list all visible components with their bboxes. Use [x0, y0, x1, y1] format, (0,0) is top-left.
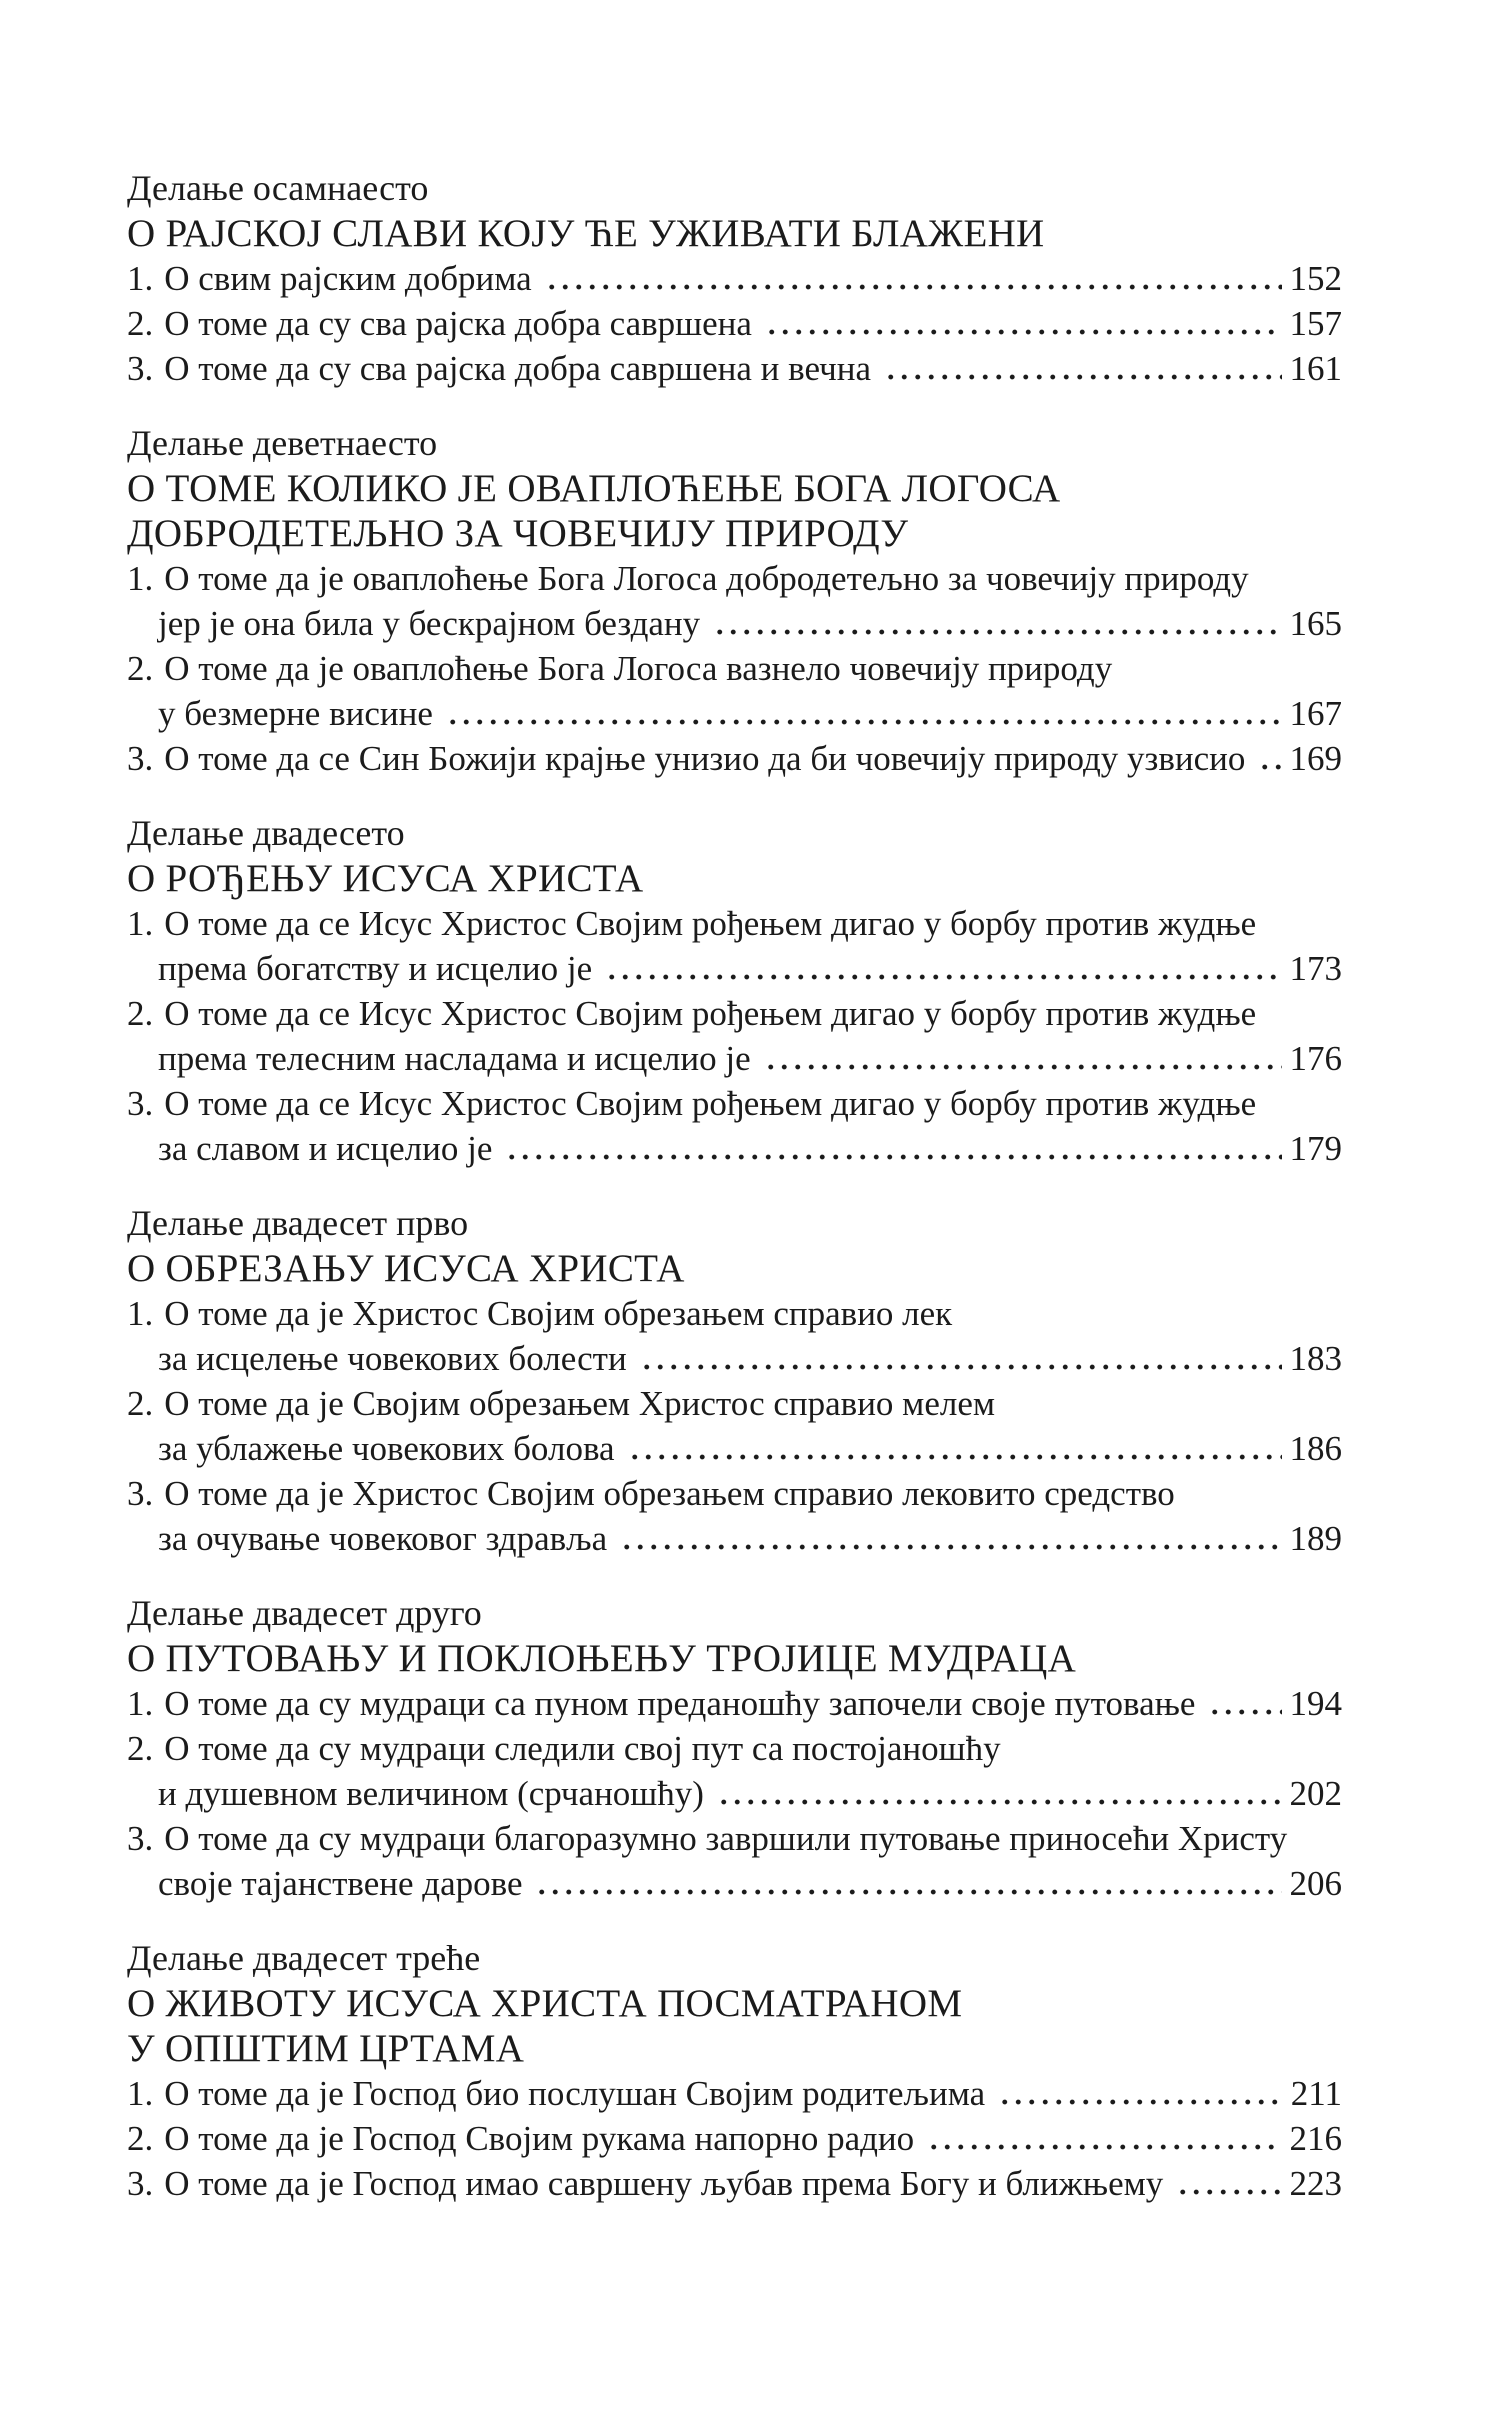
toc-item-text: О томе да је оваплоћење Бога Логоса вазнело човечију природу	[164, 649, 1113, 688]
page-number: 189	[1289, 1519, 1342, 1558]
toc-item-text: О томе да су мудраци благоразумно завршили путовање приносећи Христу	[164, 1819, 1288, 1858]
toc-item-line	[127, 1861, 1342, 1906]
toc-item-text: за ублажење човекових болова	[158, 1429, 615, 1468]
item-number: 3.	[127, 1084, 154, 1123]
toc-item-line	[127, 1771, 1342, 1816]
toc-item-line	[127, 736, 1342, 781]
toc-item-text: за очување човековог здравља	[158, 1519, 608, 1558]
toc-item-text: О томе да су сва рајска добра савршена и вечна	[164, 349, 871, 388]
toc-section	[127, 1201, 1342, 1561]
item-number: 1.	[127, 2074, 154, 2113]
dot-leader	[501, 1126, 1281, 1171]
dot-leader	[713, 1771, 1282, 1816]
section-label: Делање двадесет прво	[127, 1203, 469, 1243]
toc-item-line	[127, 346, 1342, 391]
toc-item-line	[127, 1336, 1342, 1381]
toc-item-text: О томе да су мудраци следили свој пут са постојаношћу	[164, 1729, 1001, 1768]
section-label: Делање двадесет друго	[127, 1593, 482, 1633]
toc-item-text: према телесним насладама и исцелио је	[158, 1039, 751, 1078]
item-number: 1.	[127, 259, 154, 298]
toc-item-text: своје тајанствене дарове	[158, 1864, 523, 1903]
toc-item-line	[127, 601, 1342, 646]
section-title-line: О РОЂЕЊУ ИСУСА ХРИСТА	[127, 857, 644, 900]
dot-leader	[880, 346, 1282, 391]
item-number: 1.	[127, 559, 154, 598]
toc-item-line	[127, 1516, 1342, 1561]
dot-leader	[709, 601, 1281, 646]
toc-item-line	[127, 2071, 1342, 2116]
toc-item-text: О томе да се Исус Христос Својим рођењем дигао у борбу против жудње	[164, 1084, 1257, 1123]
page-number: 152	[1289, 259, 1342, 298]
dot-leader	[994, 2071, 1283, 2116]
toc-item-line	[127, 556, 1342, 601]
item-number: 1.	[127, 1684, 154, 1723]
toc-item-line	[127, 646, 1342, 691]
toc-item-text: О томе да се Исус Христос Својим рођењем дигао у борбу против жудње	[164, 994, 1257, 1033]
page-number: 167	[1289, 694, 1342, 733]
item-number: 2.	[127, 1729, 154, 1768]
toc-item-text: О томе да се Син Божији крајње унизио да би човечију природу узвисио	[164, 739, 1246, 778]
item-number: 3.	[127, 2164, 154, 2203]
dot-leader	[636, 1336, 1282, 1381]
toc-section	[127, 1936, 1342, 2206]
toc-item-text: за исцелење човекових болести	[158, 1339, 627, 1378]
page-number: 157	[1289, 304, 1342, 343]
toc-item-text: О свим рајским добрима	[164, 259, 532, 298]
toc-item-line	[127, 1726, 1342, 1771]
toc-item-line	[127, 1681, 1342, 1726]
page-number: 169	[1289, 739, 1342, 778]
toc-item-line	[127, 1471, 1342, 1516]
toc-item-line	[127, 1816, 1342, 1861]
section-label: Делање двадесет треће	[127, 1938, 481, 1978]
dot-leader	[923, 2116, 1281, 2161]
item-number: 2.	[127, 2119, 154, 2158]
toc-item-line	[127, 301, 1342, 346]
toc-section	[127, 421, 1342, 781]
item-number: 2.	[127, 994, 154, 1033]
page-number: 186	[1289, 1429, 1342, 1468]
section-title-line: О ПУТОВАЊУ И ПОКЛОЊЕЊУ ТРОЈИЦЕ МУДРАЦА	[127, 1637, 1077, 1680]
toc-section	[127, 811, 1342, 1171]
dot-leader	[760, 1036, 1282, 1081]
toc-item-line	[127, 1036, 1342, 1081]
dot-leader	[616, 1516, 1281, 1561]
section-label: Делање деветнаесто	[127, 423, 438, 463]
toc-section	[127, 166, 1342, 391]
toc-item-line	[127, 1426, 1342, 1471]
dot-leader	[531, 1861, 1281, 1906]
toc-item-text: О томе да је Христос Својим обрезањем справио лековито средство	[164, 1474, 1175, 1513]
item-number: 2.	[127, 304, 154, 343]
dot-leader	[1204, 1681, 1281, 1726]
dot-leader	[1172, 2161, 1281, 2206]
toc-item-line	[127, 991, 1342, 1036]
page-number: 223	[1289, 2164, 1342, 2203]
toc-item-text: и душевном величином (срчаношћу)	[158, 1774, 704, 1813]
toc-item-text: О томе да су мудраци са пуном преданошћу започели своје путовање	[164, 1684, 1196, 1723]
page-number: 173	[1289, 949, 1342, 988]
toc-item-line	[127, 1291, 1342, 1336]
dot-leader	[541, 256, 1282, 301]
item-number: 2.	[127, 1384, 154, 1423]
toc-item-text: за славом и исцелио је	[158, 1129, 493, 1168]
toc-item-line	[127, 2116, 1342, 2161]
toc-item-text: према богатству и исцелио је	[158, 949, 593, 988]
toc-item-text: О томе да је Господ био послушан Својим родитељима	[164, 2074, 986, 2113]
page-number: 216	[1289, 2119, 1342, 2158]
toc-item-text: јер је она била у бескрајном бездану	[158, 604, 701, 643]
toc-item-text: О томе да је Господ имао савршену љубав према Богу и ближњему	[164, 2164, 1164, 2203]
dot-leader	[1254, 736, 1281, 781]
toc-item-line	[127, 256, 1342, 301]
toc-item-line	[127, 1126, 1342, 1171]
toc-item-text: О томе да је оваплоћење Бога Логоса добродетељно за човечију природу	[164, 559, 1249, 598]
toc-item-line	[127, 946, 1342, 991]
page-number: 194	[1289, 1684, 1342, 1723]
item-number: 1.	[127, 904, 154, 943]
toc-item-line	[127, 1381, 1342, 1426]
toc-section	[127, 1591, 1342, 1906]
item-number: 3.	[127, 739, 154, 778]
dot-leader	[761, 301, 1282, 346]
page-number: 202	[1289, 1774, 1342, 1813]
section-label: Делање осамнаесто	[127, 168, 429, 208]
page-number: 165	[1289, 604, 1342, 643]
dot-leader	[624, 1426, 1282, 1471]
page-number: 161	[1289, 349, 1342, 388]
toc-item-line	[127, 1081, 1342, 1126]
page-number: 206	[1289, 1864, 1342, 1903]
page-number: 176	[1289, 1039, 1342, 1078]
item-number: 3.	[127, 1819, 154, 1858]
section-title-line: О РАЈСКОЈ СЛАВИ КОЈУ ЋЕ УЖИВАТИ БЛАЖЕНИ	[127, 212, 1045, 255]
toc-item-line	[127, 2161, 1342, 2206]
dot-leader	[442, 691, 1282, 736]
page-number: 211	[1290, 2074, 1342, 2113]
toc-item-line	[127, 901, 1342, 946]
toc-item-text: О томе да су сва рајска добра савршена	[164, 304, 752, 343]
toc-item-text: у безмерне висине	[158, 694, 433, 733]
toc-item-text: О томе да је Господ Својим рукама напорно радио	[164, 2119, 915, 2158]
section-label: Делање двадесето	[127, 813, 405, 853]
toc-item-text: О томе да се Исус Христос Својим рођењем дигао у борбу против жудње	[164, 904, 1257, 943]
section-title-line: У ОПШТИМ ЦРТАМА	[127, 2027, 525, 2070]
toc-item-text: О томе да је Христос Својим обрезањем справио лек	[164, 1294, 953, 1333]
item-number: 2.	[127, 649, 154, 688]
item-number: 3.	[127, 349, 154, 388]
section-title-line: ДОБРОДЕТЕЉНО ЗА ЧОВЕЧИЈУ ПРИРОДУ	[127, 512, 909, 555]
section-title-line: О ЖИВОТУ ИСУСА ХРИСТА ПОСМАТРАНОМ	[127, 1982, 963, 2025]
dot-leader	[601, 946, 1281, 991]
toc-item-text: О томе да је Својим обрезањем Христос справио мелем	[164, 1384, 996, 1423]
page-number: 179	[1289, 1129, 1342, 1168]
item-number: 1.	[127, 1294, 154, 1333]
page-number: 183	[1289, 1339, 1342, 1378]
section-title-line: О ОБРЕЗАЊУ ИСУСА ХРИСТА	[127, 1247, 685, 1290]
table-of-contents	[127, 166, 1342, 2206]
toc-item-line	[127, 691, 1342, 736]
item-number: 3.	[127, 1474, 154, 1513]
section-title-line: О ТОМЕ КОЛИКО ЈЕ ОВАПЛОЋЕЊЕ БОГА ЛОГОСА	[127, 467, 1061, 510]
